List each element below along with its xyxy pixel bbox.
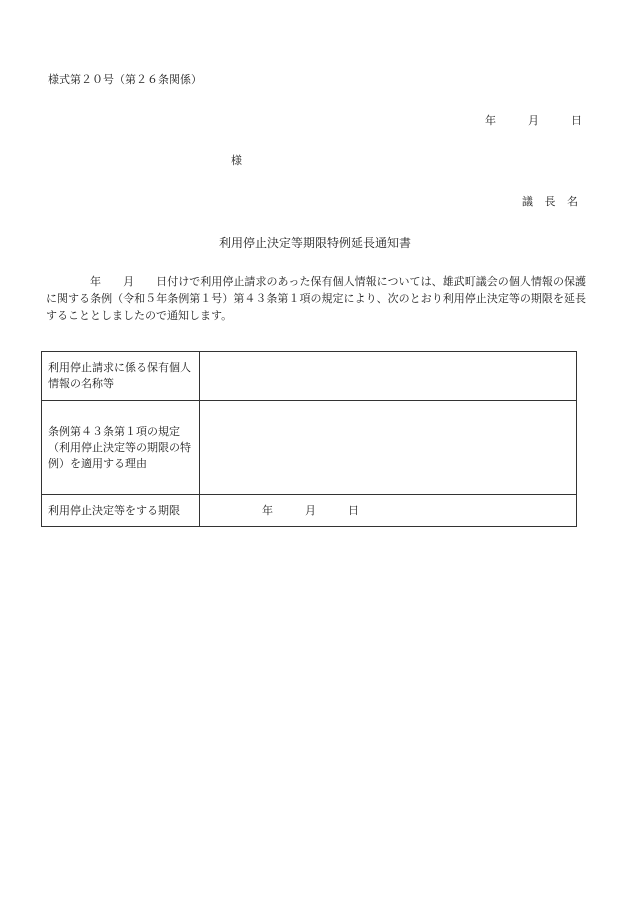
period-value-field[interactable] xyxy=(200,495,577,527)
form-number: 様式第２０号（第２６条関係） xyxy=(48,73,202,86)
table-row xyxy=(42,495,577,527)
row-label: 利用停止請求に係る保有個人情報の名称等 xyxy=(42,352,200,401)
period-month: 月 xyxy=(305,503,316,517)
row-value-field[interactable] xyxy=(200,401,577,495)
recipient-suffix: 様 xyxy=(231,154,242,167)
period-year: 年 xyxy=(262,503,273,517)
document-title: 利用停止決定等期限特例延長通知書 xyxy=(218,236,411,250)
body-text: 日付けで利用停止請求のあった保有個人情報については、雄武町議会の個人情報の保護に関する条例（令和５年条例第１号）第４３条第１項の規定により、次のとおり利用停止決定等の期限を延長することとしましたので通知します。 xyxy=(46,275,587,322)
row-label: 利用停止決定等をする期限 xyxy=(42,495,200,527)
body-month: 月 xyxy=(123,275,135,288)
row-value-field[interactable] xyxy=(200,352,577,401)
body-year: 年 xyxy=(90,275,102,288)
period-day: 日 xyxy=(348,503,359,517)
row-label: 条例第４３条第１項の規定（利用停止決定等の期限の特例）を適用する理由 xyxy=(42,401,200,495)
table-row xyxy=(42,352,577,401)
date-year: 年 xyxy=(485,114,496,127)
date-day: 日 xyxy=(571,114,582,127)
info-table xyxy=(41,351,577,527)
table-row xyxy=(42,401,577,495)
body-paragraph xyxy=(46,273,586,324)
date-month: 月 xyxy=(528,114,539,127)
issue-date xyxy=(485,112,582,128)
sender-name: 議 長 名 xyxy=(522,195,582,208)
